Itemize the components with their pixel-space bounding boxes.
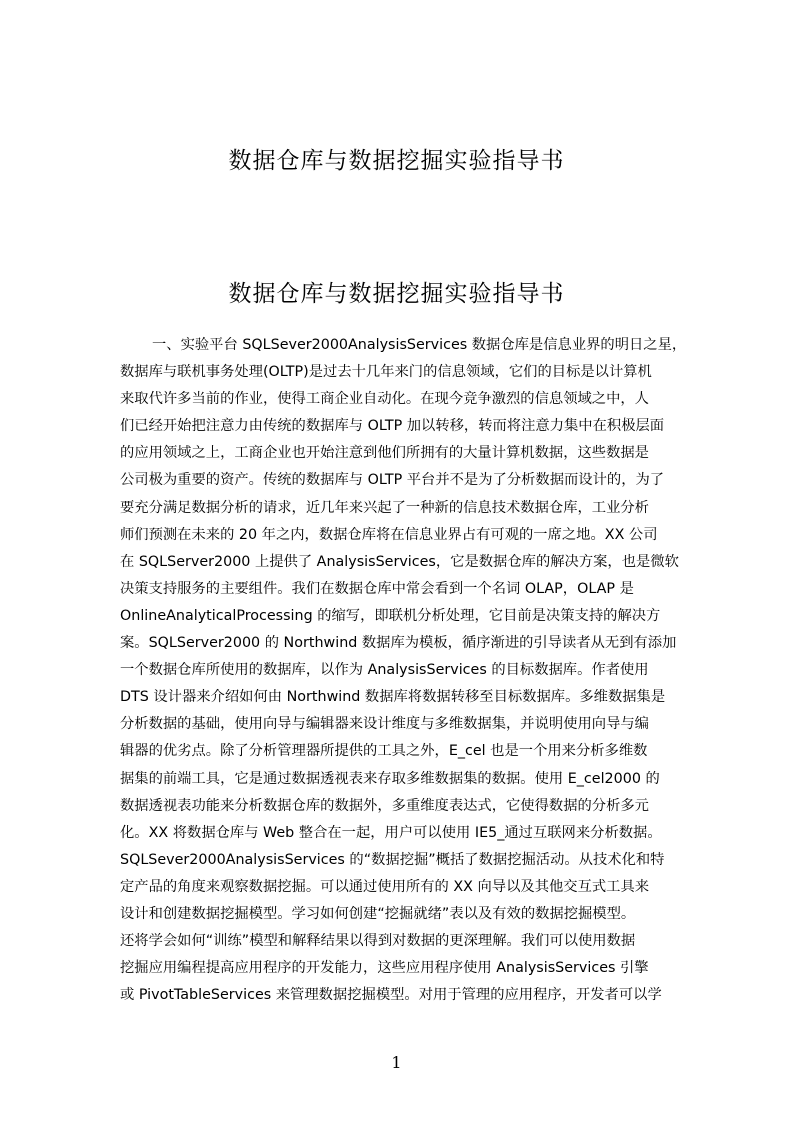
paragraph-line: 师们预测在未来的 20 年之内，数据仓库将在信息业界占有可观的一席之地。XX 公司 — [120, 526, 658, 543]
body-paragraph — [120, 332, 698, 1032]
paragraph-line: SQLSever2000AnalysisServices 的“数据挖掘”概括了数据挖掘活动。从技术化和特 — [120, 851, 665, 868]
paragraph-line: 要充分满足数据分析的请求，近几年来兴起了一种新的信息技术数据仓库，工业分析 — [120, 499, 649, 516]
paragraph-line: 公司极为重要的资产。传统的数据库与 OLTP 平台并不是为了分析数据而设计的，为了 — [120, 472, 665, 489]
paragraph-line: 们已经开始把注意力由传统的数据库与 OLTP 加以转移，转而将注意力集中在积极层面 — [120, 418, 665, 435]
paragraph-line: 来取代许多当前的作业，使得工商企业自动化。在现今竞争激烈的信息领域之中，人 — [120, 391, 649, 408]
paragraph-line: 决策支持服务的主要组件。我们在数据仓库中常会看到一个名词 OLAP，OLAP 是 — [120, 580, 634, 597]
paragraph-line: 设计和创建数据挖掘模型。学习如何创建“挖掘就绪”表以及有效的数据挖掘模型。 — [120, 905, 636, 922]
document-title-header: 数据仓库与数据挖掘实验指导书 — [228, 148, 565, 174]
paragraph-line: 或 PivotTableServices 来管理数据挖掘模型。对用于管理的应用程序，开发者可以学 — [120, 987, 662, 1004]
paragraph-line: 一、实验平台 SQLSever2000AnalysisServices 数据仓库是信息业界的明日之星， — [152, 337, 687, 353]
paragraph-line: 一个数据仓库所使用的数据库，以作为 AnalysisServices 的目标数据库。作者使用 — [120, 662, 649, 679]
paragraph-line: 化。XX 将数据仓库与 Web 整合在一起，用户可以使用 IE5_通过互联网来分析数据。 — [120, 824, 662, 841]
paragraph-line: OnlineAnalyticalProcessing 的缩写，即联机分析处理，它目前是决策支持的解决方 — [120, 607, 661, 624]
paragraph-line: 数据透视表功能来分析数据仓库的数据外，多重维度表达式，它使得数据的分析多元 — [120, 797, 649, 814]
paragraph-line: 还将学会如何“训练”模型和解释结果以得到对数据的更深理解。我们可以使用数据 — [120, 933, 636, 950]
paragraph-line: 案。SQLServer2000 的 Northwind 数据库为模板，循序渐进的引导读者从无到有添加 — [120, 635, 677, 652]
paragraph-line: 的应用领域之上，工商企业也开始注意到他们所拥有的大量计算机数据，这些数据是 — [120, 445, 649, 462]
paragraph-line: 挖掘应用编程提高应用程序的开发能力，这些应用程序使用 AnalysisServices 引擎 — [120, 960, 649, 977]
paragraph-line: 在 SQLServer2000 上提供了 AnalysisServices，它是数据仓库的解决方案，也是微软 — [120, 553, 679, 570]
document-title-main: 数据仓库与数据挖掘实验指导书 — [228, 281, 565, 307]
page-number: 1 — [391, 1053, 402, 1072]
paragraph-line: 辑器的优劣点。除了分析管理器所提供的工具之外，E_cel 也是一个用来分析多维数 — [120, 743, 648, 760]
paragraph-line: 分析数据的基础，使用向导与编辑器来设计维度与多维数据集，并说明使用向导与编 — [120, 716, 649, 733]
paragraph-line: 据集的前端工具，它是通过数据透视表来存取多维数据集的数据。使用 E_cel2000 的 — [120, 770, 660, 787]
paragraph-line: 定产品的角度来观察数据挖掘。可以通过使用所有的 XX 向导以及其他交互式工具来 — [120, 878, 650, 895]
paragraph-line: DTS 设计器来介绍如何由 Northwind 数据库将数据转移至目标数据库。多维数据集是 — [120, 689, 666, 706]
paragraph-line: 数据库与联机事务处理(OLTP)是过去十几年来门的信息领域，它们的目标是以计算机 — [120, 364, 652, 381]
